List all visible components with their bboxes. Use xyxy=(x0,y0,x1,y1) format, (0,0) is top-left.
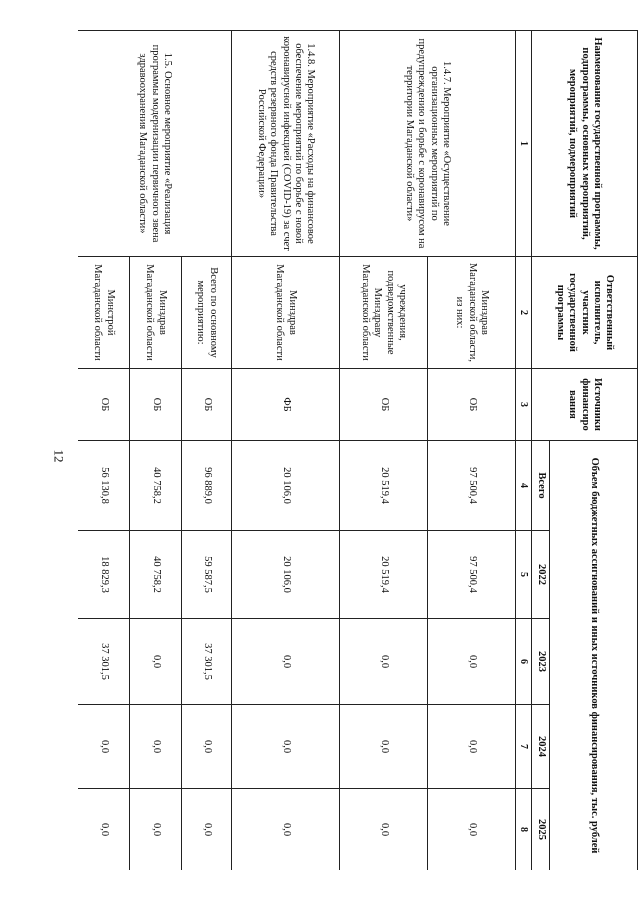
row-executor: Минздрав Магаданской области xyxy=(232,257,340,369)
row-executor: Всего по основному мероприятию: xyxy=(182,257,232,369)
row-value: 97 500,4 xyxy=(428,531,516,619)
row-value: 0,0 xyxy=(428,705,516,789)
row-value: 20 519,4 xyxy=(340,441,428,531)
row-source: ФБ xyxy=(232,369,340,441)
row-value: 0,0 xyxy=(78,789,130,871)
row-value: 0,0 xyxy=(340,705,428,789)
row-value: 97 500,4 xyxy=(428,441,516,531)
row-value: 37 301,5 xyxy=(78,619,130,705)
column-number: 6 xyxy=(516,619,532,705)
row-source: ОБ xyxy=(78,369,130,441)
row-value: 20 106,0 xyxy=(232,531,340,619)
row-source: ОБ xyxy=(340,369,428,441)
table-row xyxy=(232,31,340,871)
row-name: 1.5. Основное мероприятие «Реализация программы модернизации первичного звена здравоохранения Магаданской области» xyxy=(78,31,232,257)
row-value: 0,0 xyxy=(232,619,340,705)
rotated-table-wrapper xyxy=(78,30,638,870)
row-value: 0,0 xyxy=(232,705,340,789)
row-name: 1.4.7. Мероприятие «Осуществление организационных мероприятий по предупреждению и борьбе с коронавирусом на территории Магаданской области» xyxy=(340,31,516,257)
row-value: 96 889,0 xyxy=(182,441,232,531)
row-value: 18 829,3 xyxy=(78,531,130,619)
row-value: 37 301,5 xyxy=(182,619,232,705)
column-number: 8 xyxy=(516,789,532,871)
row-executor: учреждения, подведомственные Минздраву Магаданской области xyxy=(340,257,428,369)
row-source: ОБ xyxy=(130,369,182,441)
page-content xyxy=(78,30,638,870)
row-value: 59 587,5 xyxy=(182,531,232,619)
row-value: 0,0 xyxy=(130,619,182,705)
column-number: 7 xyxy=(516,705,532,789)
column-number: 2 xyxy=(516,257,532,369)
header-year: 2023 xyxy=(532,619,550,705)
row-name: 1.4.8. Мероприятие «Расходы на финансовое обеспечение мероприятий по борьбе с новой коронавирусной инфекцией (COVID-19) за счет средств резервного фонда Правительства Российской Федерации» xyxy=(232,31,340,257)
header-year: 2024 xyxy=(532,705,550,789)
row-value: 0,0 xyxy=(232,789,340,871)
row-value: 0,0 xyxy=(130,789,182,871)
financing-table xyxy=(78,30,638,870)
row-value: 56 130,8 xyxy=(78,441,130,531)
row-value: 0,0 xyxy=(182,789,232,871)
page-number: 12 xyxy=(51,449,67,463)
row-executor: Минздрав Магаданской области xyxy=(130,257,182,369)
row-executor: Минстрой Магаданской области xyxy=(78,257,130,369)
column-number: 3 xyxy=(516,369,532,441)
row-value: 40 758,2 xyxy=(130,441,182,531)
row-value: 0,0 xyxy=(428,789,516,871)
header-executor: Ответственный исполнитель, участник государственной программы xyxy=(532,257,638,369)
row-value: 0,0 xyxy=(428,619,516,705)
row-value: 20 106,0 xyxy=(232,441,340,531)
row-value: 40 758,2 xyxy=(130,531,182,619)
table-row xyxy=(428,31,516,871)
header-year: 2025 xyxy=(532,789,550,871)
header-name: Наименование государственной программы, подпрограммы, основных мероприятий, мероприятий, подмероприятий xyxy=(532,31,638,257)
row-value: 0,0 xyxy=(340,619,428,705)
table-row xyxy=(182,31,232,871)
row-source: ОБ xyxy=(428,369,516,441)
row-source: ОБ xyxy=(182,369,232,441)
row-value: 0,0 xyxy=(130,705,182,789)
row-value: 0,0 xyxy=(182,705,232,789)
row-executor: Минздрав Магаданской области, из них: xyxy=(428,257,516,369)
column-number: 5 xyxy=(516,531,532,619)
row-value: 0,0 xyxy=(340,789,428,871)
header-volume: Объем бюджетных ассигнований и иных источников финансирования, тыс. рублей xyxy=(550,441,638,871)
row-value: 0,0 xyxy=(78,705,130,789)
column-number: 4 xyxy=(516,441,532,531)
header-source: Источники финансиро вания xyxy=(532,369,638,441)
column-number: 1 xyxy=(516,31,532,257)
row-value: 20 519,4 xyxy=(340,531,428,619)
header-year: 2022 xyxy=(532,531,550,619)
header-total: Всего xyxy=(532,441,550,531)
